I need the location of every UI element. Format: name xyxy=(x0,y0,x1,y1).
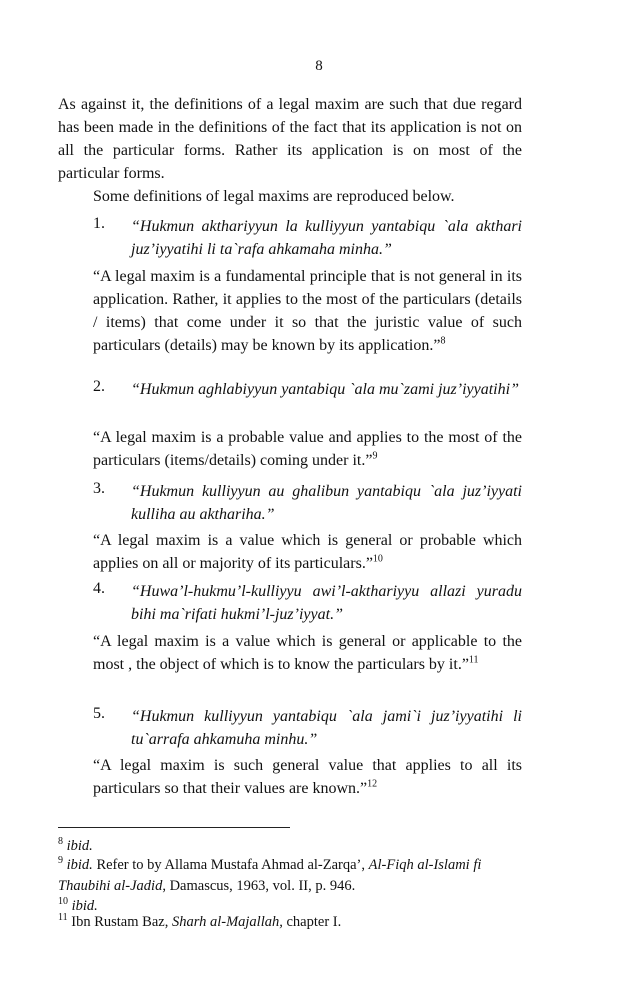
intro-paragraph: As against it, the definitions of a legal maxim are such that due regard has been made in the definitions of the fact that its application is not on all the particular forms. Rather its application is on most of the particular forms. xyxy=(58,96,522,182)
maxim-definition-1 xyxy=(93,215,522,261)
item-translation-4 xyxy=(93,630,522,676)
item-number: 2. xyxy=(93,378,105,395)
footnote-ref[interactable]: 12 xyxy=(367,778,378,790)
footnote-source: ibid. xyxy=(71,898,98,914)
translation-text: “A legal maxim is a probable value and applies to the most of the particulars (items/details) coming under it.” xyxy=(93,429,522,469)
footnote-source: ibid. xyxy=(66,838,93,854)
item-translation-3 xyxy=(93,529,522,575)
footnote-author: Ibn Rustam Baz, xyxy=(71,914,169,930)
footnote-book-title: Al-Fiqh al-Islami fi Thaubihi al-Jadid xyxy=(58,857,482,894)
item-transliteration: “Hukmun kulliyyun au ghalibun yantabiqu `ala juz’iyyati kulliha au akthariha.” xyxy=(131,483,522,523)
lead-sentence: Some definitions of legal maxims are reproduced below. xyxy=(93,188,455,205)
translation-text: “A legal maxim is a value which is general or applicable to the most , the object of which is to know the particulars by it.” xyxy=(93,633,522,673)
footnote-mark: 11 xyxy=(58,912,68,924)
footnote-9 xyxy=(58,855,528,897)
item-translation-5 xyxy=(93,754,522,800)
item-transliteration: “Hukmun aghlabiyyun yantabiqu `ala mu`zami juz’iyyatihi” xyxy=(131,381,519,398)
footnote-text: chapter I. xyxy=(286,914,342,930)
footnote-ref[interactable]: 10 xyxy=(372,553,383,565)
item-transliteration: “Huwa’l-hukmu’l-kulliyyu awi’l-akthariyyu allazi yuradu bihi ma`rifati hukmi’l-juz’iyyat.” xyxy=(131,583,522,623)
item-number: 4. xyxy=(93,580,105,597)
maxim-definition-2 xyxy=(93,378,522,401)
translation-text: “A legal maxim is a value which is general or probable which applies on all or majority of its particulars.” xyxy=(93,532,522,572)
item-number: 3. xyxy=(93,480,105,497)
footnote-publication: , Damascus, 1963, vol. II, p. 946. xyxy=(162,878,356,894)
footnote-ref[interactable]: 8 xyxy=(440,335,446,347)
footnote-mark: 9 xyxy=(58,855,63,867)
item-number: 5. xyxy=(93,705,105,722)
footnote-11 xyxy=(58,912,528,933)
footnote-mark: 8 xyxy=(58,836,63,848)
footnote-mark: 10 xyxy=(58,896,68,908)
footnote-source: ibid. xyxy=(66,857,93,873)
footnote-ref[interactable]: 11 xyxy=(468,654,479,666)
maxim-definition-5 xyxy=(93,705,522,751)
footnote-text: Refer to by Allama Mustafa Ahmad al-Zarqa’, xyxy=(96,857,365,873)
footnote-divider xyxy=(58,827,290,828)
footnote-ref[interactable]: 9 xyxy=(372,450,378,462)
item-translation-2 xyxy=(93,426,522,472)
item-transliteration: “Hukmun akthariyyun la kulliyyun yantabiqu `ala akthari juz’iyyatihi li ta`rafa ahkamaha minha.” xyxy=(131,218,522,258)
item-transliteration: “Hukmun kulliyyun yantabiqu `ala jami`i juz’iyyatihi li tu`arrafa ahkamuha minhu.” xyxy=(131,708,522,748)
item-number: 1. xyxy=(93,215,105,232)
translation-text: “A legal maxim is such general value that applies to all its particulars so that their values are known.” xyxy=(93,757,522,797)
footnote-8 xyxy=(58,836,528,857)
maxim-definition-3 xyxy=(93,480,522,526)
page-number: 8 xyxy=(315,58,323,74)
translation-text: “A legal maxim is a fundamental principle that is not general in its application. Rather, it applies to the most of the particulars (details / items) that come under it so that the juristic value of such particulars (details) may be known by its application.” xyxy=(93,268,522,354)
item-translation-1 xyxy=(93,265,522,357)
footnote-book-title: Sharh al-Majallah, xyxy=(171,914,283,930)
maxim-definition-4 xyxy=(93,580,522,626)
